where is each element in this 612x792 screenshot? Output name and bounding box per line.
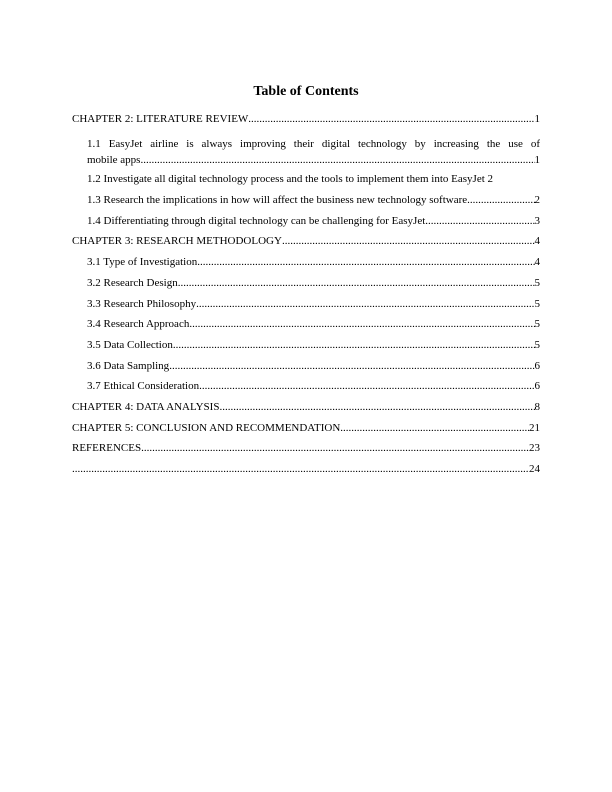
toc-entry-1-1[interactable]	[72, 134, 540, 168]
toc-page-number: 21	[529, 421, 540, 434]
dot-leader	[340, 422, 529, 435]
toc-entry-label[interactable]: CHAPTER 4: DATA ANALYSIS	[72, 400, 220, 413]
dot-leader	[140, 154, 534, 167]
toc-page-number: 6	[534, 359, 540, 372]
toc-entry-references[interactable]	[72, 442, 540, 463]
toc-page-number: 5	[534, 276, 540, 289]
toc-page-number: 24	[529, 463, 540, 475]
toc-entry-label[interactable]: 1.3 Research the implications in how will affect the business new technology software	[87, 194, 468, 207]
toc-page-number: 6	[534, 380, 540, 393]
toc-page-number: 5	[534, 338, 540, 351]
toc-entry-3-3[interactable]	[72, 298, 540, 319]
toc-entry-label[interactable]: 1.4 Differentiating through digital technology can be challenging for EasyJet	[87, 214, 426, 227]
toc-entry-chapter-3[interactable]	[72, 235, 540, 256]
dot-leader	[169, 360, 534, 373]
toc-entry-label[interactable]: 1.1 EasyJet airline is always improving their digital technology by increasing the use of	[87, 137, 540, 150]
toc-entry-label[interactable]: 3.2 Research Design	[87, 276, 178, 289]
toc-page-number: 23	[529, 442, 540, 455]
toc-entry-1-3[interactable]	[72, 194, 540, 215]
toc-page-number: 8	[534, 400, 540, 413]
toc-entry-label[interactable]: 3.5 Data Collection	[87, 338, 173, 351]
toc-entry-chapter-5[interactable]	[72, 422, 540, 443]
toc-entry-3-1[interactable]	[72, 256, 540, 277]
toc-title: Table of Contents	[253, 84, 359, 99]
dot-leader	[199, 380, 534, 393]
dot-leader	[72, 463, 529, 476]
toc-entry-label[interactable]: REFERENCES	[72, 442, 142, 455]
toc-entry-1-4[interactable]	[72, 215, 540, 236]
toc-page-number: 1	[534, 154, 540, 167]
toc-entry-label[interactable]: CHAPTER 2: LITERATURE REVIEW	[72, 113, 249, 125]
toc-entry-label[interactable]: 1.2 Investigate all digital technology process and the tools to implement them into EasyJet	[87, 173, 485, 186]
toc-entry-1-2[interactable]	[72, 173, 540, 194]
toc-page-number: 3	[534, 214, 540, 227]
toc-entry-label[interactable]: 3.7 Ethical Consideration	[87, 380, 200, 393]
toc-page-number: 2	[534, 194, 540, 207]
dot-leader	[189, 318, 534, 331]
dot-leader	[178, 277, 535, 290]
toc-entry-3-4[interactable]	[72, 318, 540, 339]
toc-entry-label[interactable]: 3.3 Research Philosophy	[87, 297, 197, 310]
toc-page-number: 5	[534, 297, 540, 310]
toc-page-number: 1	[534, 113, 540, 125]
toc-entry-untitled[interactable]	[72, 463, 540, 484]
dot-leader	[248, 113, 534, 126]
toc-page-number: 5	[534, 318, 540, 331]
dot-leader	[141, 442, 529, 455]
toc-entry-chapter-2[interactable]	[72, 113, 540, 134]
toc-entry-chapter-4[interactable]	[72, 401, 540, 422]
toc-entry-label[interactable]: CHAPTER 3: RESEARCH METHODOLOGY	[72, 235, 282, 248]
toc-entry-label[interactable]: 3.6 Data Sampling	[87, 359, 170, 372]
toc-entry-label[interactable]: CHAPTER 5: CONCLUSION AND RECOMMENDATION	[72, 421, 341, 434]
toc-entry-label-continued[interactable]: mobile apps	[87, 154, 141, 167]
toc-page-number: 4	[534, 235, 540, 248]
toc-entry-label[interactable]: 3.4 Research Approach	[87, 318, 190, 331]
table-of-contents	[72, 113, 540, 484]
dot-leader	[282, 235, 535, 248]
dot-leader	[467, 194, 534, 207]
toc-entry-3-2[interactable]	[72, 277, 540, 298]
dot-leader	[425, 215, 534, 228]
dot-leader	[196, 298, 534, 311]
dot-leader	[197, 256, 534, 269]
toc-entry-3-6[interactable]	[72, 360, 540, 381]
toc-entry-3-7[interactable]	[72, 380, 540, 401]
toc-entry-3-5[interactable]	[72, 339, 540, 360]
toc-page-number: 4	[534, 256, 540, 269]
toc-page-number: 2	[487, 173, 494, 186]
dot-leader	[219, 401, 534, 414]
dot-leader	[173, 339, 535, 352]
toc-entry-label[interactable]: 3.1 Type of Investigation	[87, 256, 198, 269]
